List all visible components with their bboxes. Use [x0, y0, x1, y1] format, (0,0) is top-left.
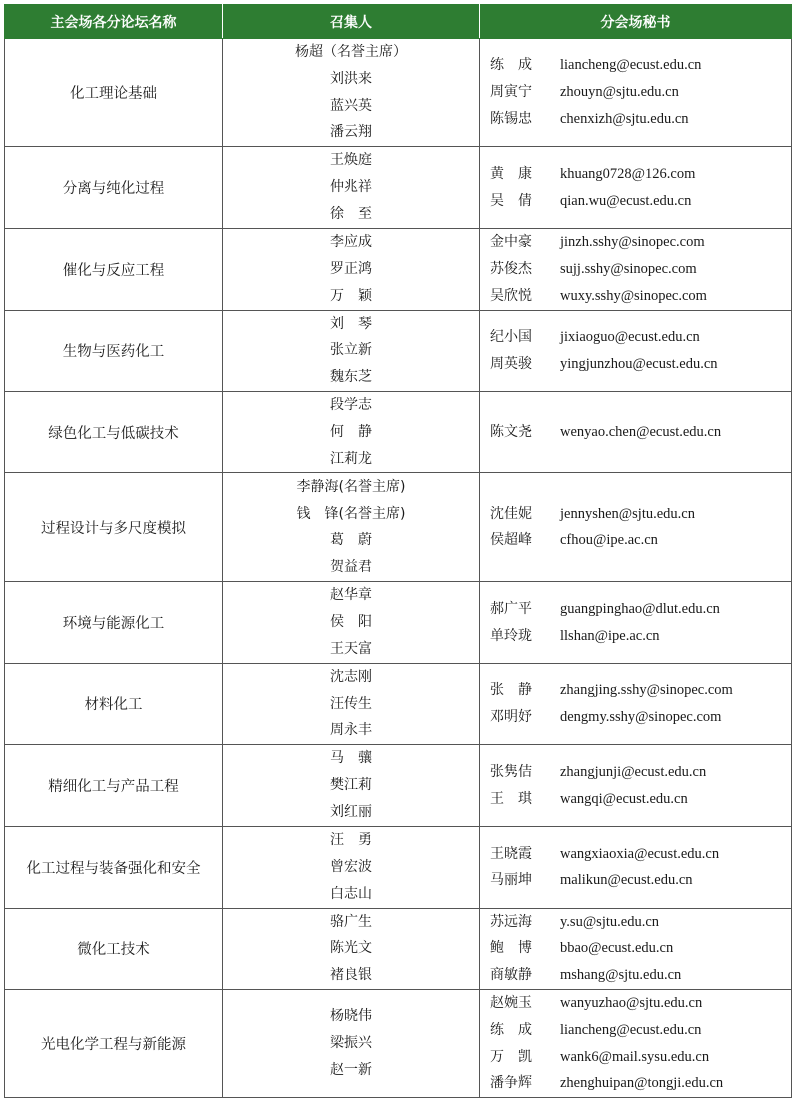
convener-name: 骆广生	[330, 913, 372, 930]
conveners-cell	[223, 39, 480, 147]
secretary-entry	[480, 229, 791, 256]
secretary-email: wanyuzhao@sjtu.edu.cn	[560, 994, 703, 1011]
conveners-cell	[223, 391, 480, 472]
convener-name: 褚良银	[330, 967, 372, 984]
secretary-entry	[480, 759, 791, 786]
convener-name: 蓝兴英	[330, 97, 372, 114]
secretary-name: 吴 倩	[490, 192, 532, 209]
convener-name: 李应成	[330, 234, 372, 251]
convener-name: 赵一新	[330, 1061, 372, 1078]
secretaries-cell	[480, 473, 792, 582]
convener-name: 汪 勇	[330, 832, 372, 849]
table-header	[5, 5, 792, 39]
secretary-entry	[480, 962, 791, 989]
table-row	[5, 908, 792, 989]
header-secretaries: 分会场秘书	[480, 5, 792, 39]
convener-name: 杨超（名誉主席）	[295, 44, 407, 60]
secretary-name: 纪小国	[490, 328, 532, 345]
secretary-entry	[480, 990, 791, 1017]
convener-name: 万 颖	[330, 287, 372, 304]
convener-name: 张立新	[330, 342, 372, 359]
secretary-entry	[480, 909, 791, 936]
secretary-email: y.su@sjtu.edu.cn	[560, 913, 660, 930]
secretary-entry	[480, 1017, 791, 1044]
secretary-entry	[480, 867, 791, 894]
convener-name: 段学志	[330, 396, 372, 413]
secretary-name: 周英骏	[490, 355, 532, 372]
secretary-name: 王 琪	[490, 790, 532, 807]
secretary-entry	[480, 419, 791, 446]
table-row	[5, 310, 792, 391]
convener-name: 王天富	[330, 640, 372, 657]
secretary-email: liancheng@ecust.edu.cn	[560, 57, 702, 74]
secretary-entry	[480, 161, 791, 188]
forum-name: 生物与医药化工	[5, 310, 223, 391]
secretary-name: 练 成	[490, 1021, 532, 1038]
secretary-email: zhangjing.sshy@sinopec.com	[560, 682, 733, 699]
convener-name: 沈志刚	[330, 668, 372, 685]
convener-name: 潘云翔	[330, 124, 372, 141]
convener-name: 魏东芝	[330, 369, 372, 386]
secretary-name: 赵婉玉	[490, 994, 532, 1011]
convener-name: 侯 阳	[330, 614, 372, 631]
convener-name: 贺益君	[330, 559, 372, 576]
secretary-entry	[480, 351, 791, 378]
convener-name: 王焕庭	[330, 152, 372, 169]
secretaries-cell	[480, 310, 792, 391]
convener-name: 李静海(名誉主席)	[296, 478, 406, 495]
secretary-name: 鲍 博	[490, 940, 532, 957]
secretary-name: 单玲珑	[490, 627, 532, 644]
convener-name: 周永丰	[330, 722, 372, 739]
secretary-name: 郝广平	[490, 600, 532, 617]
secretary-entry	[480, 704, 791, 731]
secretary-email: wangxiaoxia@ecust.edu.cn	[560, 845, 720, 862]
secretary-name: 金中豪	[490, 234, 532, 251]
convener-name: 汪传生	[330, 695, 372, 712]
table-row	[5, 391, 792, 472]
header-conveners: 召集人	[223, 5, 480, 39]
table-row	[5, 745, 792, 827]
secretaries-cell	[480, 39, 792, 147]
secretary-entry	[480, 596, 791, 623]
header-row	[5, 5, 792, 39]
secretaries-cell	[480, 391, 792, 472]
secretaries-cell	[480, 663, 792, 744]
convener-name: 仲兆祥	[330, 179, 372, 196]
secretary-entry	[480, 623, 791, 650]
conveners-cell	[223, 582, 480, 663]
secretary-name: 苏俊杰	[490, 260, 532, 277]
secretary-entry	[480, 1070, 791, 1097]
secretary-email: wuxy.sshy@sinopec.com	[560, 287, 707, 304]
secretary-email: zhangjunji@ecust.edu.cn	[560, 763, 707, 780]
forum-name: 化工过程与装备强化和安全	[5, 827, 223, 908]
forum-name: 材料化工	[5, 663, 223, 744]
secretaries-cell	[480, 582, 792, 663]
conveners-cell	[223, 229, 480, 310]
secretaries-cell	[480, 147, 792, 229]
convener-name: 赵华章	[330, 587, 372, 604]
table-row	[5, 473, 792, 582]
convener-name: 刘红丽	[330, 804, 372, 821]
secretary-entry	[480, 841, 791, 868]
secretary-email: malikun@ecust.edu.cn	[560, 872, 693, 889]
secretary-email: llshan@ipe.ac.cn	[560, 627, 660, 644]
secretary-email: chenxizh@sjtu.edu.cn	[560, 110, 689, 127]
secretary-name: 邓明妤	[490, 708, 532, 725]
table-row	[5, 989, 792, 1097]
secretary-name: 吴欣悦	[490, 287, 532, 304]
convener-name: 罗正鸿	[330, 260, 372, 277]
conveners-cell	[223, 310, 480, 391]
secretary-entry	[480, 935, 791, 962]
table-row	[5, 229, 792, 310]
secretary-email: sujj.sshy@sinopec.com	[560, 260, 697, 277]
convener-name: 白志山	[330, 885, 372, 902]
secretary-email: qian.wu@ecust.edu.cn	[560, 192, 692, 209]
secretary-email: wank6@mail.sysu.edu.cn	[560, 1048, 710, 1065]
forum-name: 微化工技术	[5, 908, 223, 989]
secretary-email: guangpinghao@dlut.edu.cn	[560, 600, 720, 617]
table-row	[5, 582, 792, 663]
secretary-email: wenyao.chen@ecust.edu.cn	[560, 423, 722, 440]
forum-name: 精细化工与产品工程	[5, 745, 223, 827]
secretary-entry	[480, 1044, 791, 1071]
convener-name: 杨晓伟	[330, 1008, 372, 1025]
secretary-entry	[480, 79, 791, 106]
secretary-name: 张 静	[490, 682, 532, 699]
secretary-name: 马丽坤	[490, 872, 532, 889]
secretary-entry	[480, 501, 791, 528]
convener-name: 樊江莉	[330, 777, 372, 794]
table-row	[5, 39, 792, 147]
secretary-email: yingjunzhou@ecust.edu.cn	[560, 355, 718, 372]
forum-name: 过程设计与多尺度模拟	[5, 473, 223, 582]
conveners-cell	[223, 908, 480, 989]
secretaries-cell	[480, 989, 792, 1097]
secretary-name: 陈锡忠	[490, 110, 532, 127]
conveners-cell	[223, 147, 480, 229]
table-body	[5, 39, 792, 1098]
secretary-entry	[480, 324, 791, 351]
forum-name: 分离与纯化过程	[5, 147, 223, 229]
conveners-cell	[223, 663, 480, 744]
convener-name: 马 骧	[330, 750, 372, 767]
secretary-name: 王晓霞	[490, 845, 532, 862]
secretaries-cell	[480, 827, 792, 908]
secretary-name: 周寅宁	[490, 84, 532, 101]
convener-name: 江莉龙	[330, 450, 372, 467]
convener-name: 陈光文	[330, 940, 372, 957]
forum-name: 绿色化工与低碳技术	[5, 391, 223, 472]
secretary-email: zhenghuipan@tongji.edu.cn	[560, 1075, 724, 1092]
table-row	[5, 663, 792, 744]
secretary-email: khuang0728@126.com	[560, 165, 696, 182]
secretary-entry	[480, 677, 791, 704]
forum-table	[4, 4, 792, 1098]
secretary-entry	[480, 786, 791, 813]
secretary-email: bbao@ecust.edu.cn	[560, 940, 674, 957]
secretary-entry	[480, 188, 791, 215]
secretary-entry	[480, 52, 791, 79]
table-row	[5, 827, 792, 908]
header-forum-name: 主会场各分论坛名称	[5, 5, 223, 39]
secretary-name: 沈佳妮	[490, 505, 532, 522]
secretary-name: 商敏静	[490, 967, 532, 984]
secretary-email: wangqi@ecust.edu.cn	[560, 790, 688, 807]
secretary-entry	[480, 283, 791, 310]
forum-name: 化工理论基础	[5, 39, 223, 147]
convener-name: 何 静	[330, 423, 372, 440]
convener-name: 刘洪来	[330, 70, 372, 87]
secretary-entry	[480, 106, 791, 133]
conveners-cell	[223, 473, 480, 582]
secretary-name: 万 凯	[490, 1048, 532, 1065]
convener-name: 钱 锋(名誉主席)	[296, 505, 406, 522]
convener-name: 葛 蔚	[330, 532, 372, 549]
secretary-name: 张隽佶	[490, 763, 532, 780]
secretary-email: mshang@sjtu.edu.cn	[560, 967, 682, 984]
conveners-cell	[223, 745, 480, 827]
secretary-email: jinzh.sshy@sinopec.com	[560, 234, 705, 251]
conveners-cell	[223, 989, 480, 1097]
forum-name: 光电化学工程与新能源	[5, 989, 223, 1097]
secretary-name: 潘争辉	[490, 1075, 532, 1092]
forum-name: 环境与能源化工	[5, 582, 223, 663]
secretary-name: 陈文尧	[490, 423, 532, 440]
secretary-email: jixiaoguo@ecust.edu.cn	[560, 328, 700, 345]
forum-name: 催化与反应工程	[5, 229, 223, 310]
secretary-name: 苏远海	[490, 913, 532, 930]
secretary-email: cfhou@ipe.ac.cn	[560, 532, 658, 549]
secretary-email: liancheng@ecust.edu.cn	[560, 1021, 702, 1038]
convener-name: 梁振兴	[330, 1035, 372, 1052]
secretary-email: dengmy.sshy@sinopec.com	[560, 708, 722, 725]
secretary-name: 练 成	[490, 57, 532, 74]
conveners-cell	[223, 827, 480, 908]
secretary-entry	[480, 527, 791, 554]
convener-name: 徐 至	[330, 206, 372, 223]
table-row	[5, 147, 792, 229]
secretary-name: 侯超峰	[490, 532, 532, 549]
convener-name: 曾宏波	[330, 858, 372, 875]
secretary-email: zhouyn@sjtu.edu.cn	[560, 84, 679, 101]
secretary-email: jennyshen@sjtu.edu.cn	[560, 505, 695, 522]
secretary-entry	[480, 256, 791, 283]
convener-name: 刘 琴	[330, 315, 372, 332]
secretaries-cell	[480, 745, 792, 827]
secretary-name: 黄 康	[490, 165, 532, 182]
secretaries-cell	[480, 229, 792, 310]
secretaries-cell	[480, 908, 792, 989]
